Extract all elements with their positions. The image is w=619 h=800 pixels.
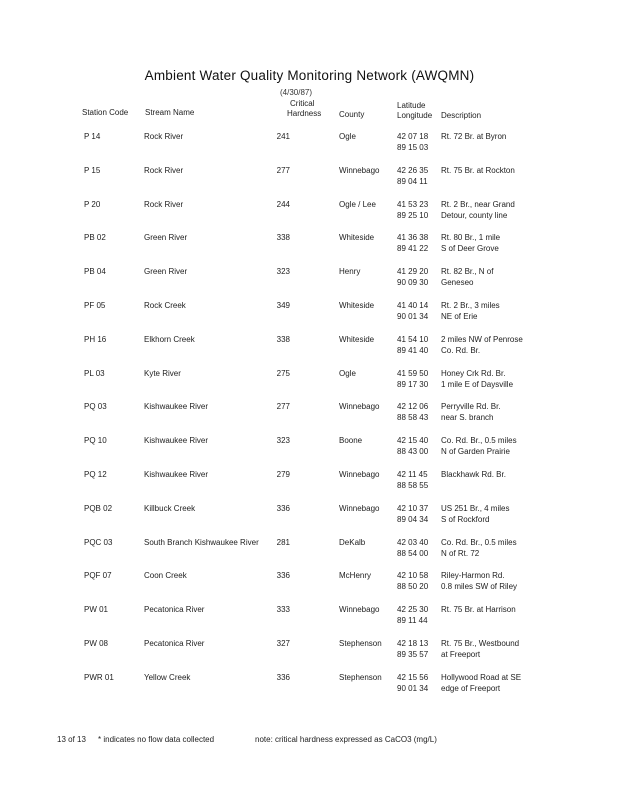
county: Ogle — [339, 132, 356, 141]
stream-name: Rock River — [144, 132, 184, 141]
description-line-1: Perryville Rd. Br. — [441, 402, 501, 411]
description-line-1: Rt. 72 Br. at Byron — [441, 132, 507, 141]
description-line-1: Rt. 75 Br., Westbound — [441, 639, 520, 648]
no-flow-note: * indicates no flow data collected — [98, 735, 215, 744]
critical-hardness: 336 — [276, 571, 290, 580]
station-code: PF 05 — [84, 301, 106, 310]
critical-hardness: 323 — [276, 436, 290, 445]
critical-hardness: 277 — [276, 166, 290, 175]
critical-hardness: 338 — [276, 335, 290, 344]
county: Henry — [339, 267, 361, 276]
header-latitude: Latitude — [397, 101, 426, 110]
station-code: PL 03 — [84, 369, 105, 378]
stream-name: Pecatonica River — [144, 605, 205, 614]
longitude: 89 35 57 — [397, 650, 429, 659]
critical-hardness: 349 — [276, 301, 290, 310]
longitude: 89 41 40 — [397, 346, 429, 355]
header-hardness: Hardness — [287, 109, 322, 118]
longitude: 89 11 44 — [397, 616, 428, 625]
description-line-2: 1 mile E of Daysville — [441, 380, 514, 389]
description-line-2: S of Deer Grove — [441, 244, 499, 253]
header-description: Description — [441, 111, 482, 120]
description-line-1: 2 miles NW of Penrose — [441, 335, 523, 344]
latitude: 42 11 45 — [397, 470, 428, 479]
description-line-1: Rt. 80 Br., 1 mile — [441, 233, 501, 242]
header-longitude: Longitude — [397, 111, 433, 120]
description-line-1: Rt. 2 Br., near Grand — [441, 200, 515, 209]
longitude: 89 41 22 — [397, 244, 429, 253]
critical-hardness: 244 — [276, 200, 290, 209]
stream-name: Killbuck Creek — [144, 504, 196, 513]
station-code: PQ 10 — [84, 436, 107, 445]
document-date: (4/30/87) — [280, 88, 313, 97]
stream-name: Elkhorn Creek — [144, 335, 195, 344]
county: Winnebago — [339, 504, 380, 513]
stream-name: Kyte River — [144, 369, 181, 378]
latitude: 42 07 18 — [397, 132, 429, 141]
stream-name: Kishwaukee River — [144, 470, 209, 479]
latitude: 42 15 40 — [397, 436, 429, 445]
header-county: County — [339, 110, 365, 119]
stream-name: South Branch Kishwaukee River — [144, 538, 259, 547]
latitude: 42 12 06 — [397, 402, 429, 411]
description-line-1: Co. Rd. Br., 0.5 miles — [441, 538, 517, 547]
county: Whiteside — [339, 233, 375, 242]
latitude: 41 29 20 — [397, 267, 429, 276]
description-line-2: Detour, county line — [441, 211, 508, 220]
longitude: 90 09 30 — [397, 278, 429, 287]
latitude: 42 26 35 — [397, 166, 429, 175]
description-line-1: Rt. 75 Br. at Harrison — [441, 605, 516, 614]
stream-name: Yellow Creek — [144, 673, 191, 682]
description-line-1: Riley-Harmon Rd. — [441, 571, 505, 580]
critical-hardness: 277 — [276, 402, 290, 411]
description-line-1: Hollywood Road at SE — [441, 673, 522, 682]
critical-hardness: 241 — [276, 132, 290, 141]
description-line-1: Blackhawk Rd. Br. — [441, 470, 506, 479]
longitude: 89 04 11 — [397, 177, 428, 186]
station-code: P 20 — [84, 200, 101, 209]
stream-name: Kishwaukee River — [144, 402, 209, 411]
longitude: 88 58 43 — [397, 413, 429, 422]
county: Whiteside — [339, 335, 375, 344]
critical-hardness: 279 — [276, 470, 290, 479]
critical-hardness: 275 — [276, 369, 290, 378]
longitude: 89 17 30 — [397, 380, 429, 389]
station-code: PQ 12 — [84, 470, 107, 479]
county: Winnebago — [339, 605, 380, 614]
latitude: 42 10 37 — [397, 504, 429, 513]
hardness-note: note: critical hardness expressed as CaCO3 (mg/L) — [255, 735, 437, 744]
stream-name: Rock River — [144, 166, 184, 175]
description-line-1: Rt. 75 Br. at Rockton — [441, 166, 515, 175]
description-line-2: S of Rockford — [441, 515, 490, 524]
longitude: 90 01 34 — [397, 312, 429, 321]
critical-hardness: 327 — [276, 639, 290, 648]
stream-name: Pecatonica River — [144, 639, 205, 648]
station-code: PQC 03 — [84, 538, 113, 547]
critical-hardness: 338 — [276, 233, 290, 242]
longitude: 88 43 00 — [397, 447, 429, 456]
county: Winnebago — [339, 166, 380, 175]
header-stream-name: Stream Name — [145, 108, 195, 117]
county: McHenry — [339, 571, 372, 580]
longitude: 90 01 34 — [397, 684, 429, 693]
county: Ogle — [339, 369, 356, 378]
station-code: PQB 02 — [84, 504, 113, 513]
station-code: P 14 — [84, 132, 101, 141]
station-code: PB 02 — [84, 233, 106, 242]
longitude: 88 58 55 — [397, 481, 429, 490]
header-critical: Critical — [290, 99, 315, 108]
county: DeKalb — [339, 538, 366, 547]
critical-hardness: 281 — [276, 538, 290, 547]
longitude: 89 04 34 — [397, 515, 429, 524]
description-line-2: at Freeport — [441, 650, 481, 659]
latitude: 42 03 40 — [397, 538, 429, 547]
page-number: 13 of 13 — [57, 735, 86, 744]
description-line-2: near S. branch — [441, 413, 494, 422]
description-line-2: Geneseo — [441, 278, 474, 287]
description-line-2: 0.8 miles SW of Riley — [441, 582, 518, 591]
county: Stephenson — [339, 673, 382, 682]
longitude: 89 15 03 — [397, 143, 429, 152]
latitude: 41 53 23 — [397, 200, 429, 209]
station-code: PB 04 — [84, 267, 106, 276]
critical-hardness: 333 — [276, 605, 290, 614]
station-code: P 15 — [84, 166, 101, 175]
station-code: PWR 01 — [84, 673, 114, 682]
critical-hardness: 336 — [276, 673, 290, 682]
county: Winnebago — [339, 470, 380, 479]
description-line-2: N of Rt. 72 — [441, 549, 480, 558]
description-line-1: Rt. 82 Br., N of — [441, 267, 494, 276]
description-line-2: edge of Freeport — [441, 684, 501, 693]
stream-name: Green River — [144, 267, 188, 276]
description-line-2: N of Garden Prairie — [441, 447, 510, 456]
description-line-1: Rt. 2 Br., 3 miles — [441, 301, 500, 310]
critical-hardness: 323 — [276, 267, 290, 276]
latitude: 42 15 56 — [397, 673, 429, 682]
latitude: 42 25 30 — [397, 605, 429, 614]
latitude: 42 10 58 — [397, 571, 429, 580]
latitude: 41 36 38 — [397, 233, 429, 242]
stream-name: Kishwaukee River — [144, 436, 209, 445]
latitude: 42 18 13 — [397, 639, 429, 648]
station-code: PQF 07 — [84, 571, 112, 580]
longitude: 88 54 00 — [397, 549, 429, 558]
station-code: PH 16 — [84, 335, 107, 344]
county: Stephenson — [339, 639, 382, 648]
county: Whiteside — [339, 301, 375, 310]
document-title: Ambient Water Quality Monitoring Network (AWQMN) — [144, 68, 475, 83]
stream-name: Rock Creek — [144, 301, 186, 310]
description-line-2: Co. Rd. Br. — [441, 346, 481, 355]
critical-hardness: 336 — [276, 504, 290, 513]
stream-name: Rock River — [144, 200, 184, 209]
longitude: 88 50 20 — [397, 582, 429, 591]
county: Ogle / Lee — [339, 200, 376, 209]
county: Boone — [339, 436, 363, 445]
stream-name: Green River — [144, 233, 188, 242]
description-line-2: NE of Erie — [441, 312, 478, 321]
description-line-1: Co. Rd. Br., 0.5 miles — [441, 436, 517, 445]
longitude: 89 25 10 — [397, 211, 429, 220]
latitude: 41 54 10 — [397, 335, 429, 344]
description-line-1: Honey Crk Rd. Br. — [441, 369, 506, 378]
header-station-code: Station Code — [82, 108, 129, 117]
latitude: 41 59 50 — [397, 369, 429, 378]
stream-name: Coon Creek — [144, 571, 187, 580]
description-line-1: US 251 Br., 4 miles — [441, 504, 510, 513]
station-code: PW 08 — [84, 639, 109, 648]
station-code: PQ 03 — [84, 402, 107, 411]
latitude: 41 40 14 — [397, 301, 429, 310]
county: Winnebago — [339, 402, 380, 411]
station-code: PW 01 — [84, 605, 109, 614]
